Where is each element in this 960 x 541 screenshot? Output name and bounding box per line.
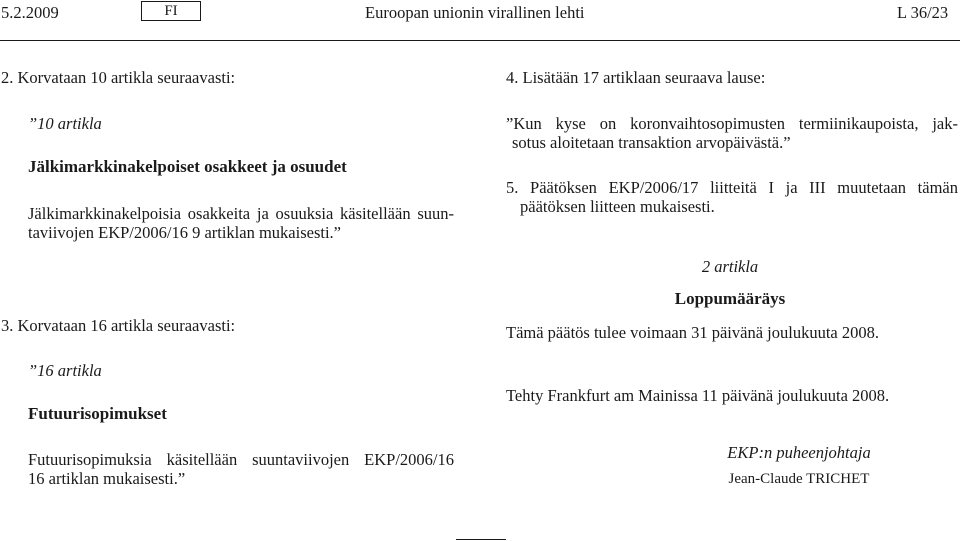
signatory-name: Jean-Claude TRICHET [728,471,870,487]
article-16-text-line1: Futuurisopimuksia käsitellään suuntaviivojen EKP/2006/16 [28,450,454,469]
article-2-title: Loppumääräys [674,289,786,308]
item-5-line1: 5. Päätöksen EKP/2006/17 liitteitä I ja III muutetaan tämän [506,178,958,197]
quote-line2: sotus aloitetaan transaktion arvopäivästä.” [512,133,791,152]
item-4-heading: 4. Lisätään 17 artiklaan seuraava lause: [506,68,766,87]
page-reference: L 36/23 [897,3,949,22]
article-16-label: ”16 artikla [28,361,102,380]
article-10-label: ”10 artikla [28,114,102,133]
language-code-box: FI [141,1,201,21]
footer-rule [456,539,506,540]
quote-line1: ”Kun kyse on koronvaihtosopimusten termiinikaupoista, jak- [506,114,958,133]
article-10-text-line1: Jälkimarkkinakelpoisia osakkeita ja osuuksia käsitellään suun- [28,204,454,223]
item-5-line2: päätöksen liitteen mukaisesti. [520,197,715,216]
header-date: 5.2.2009 [1,3,59,22]
article-16-title: Futuurisopimukset [28,404,167,423]
article-16-text-line2: 16 artiklan mukaisesti.” [28,469,186,488]
header-rule [0,40,960,41]
item-3-heading: 3. Korvataan 16 artikla seuraavasti: [1,316,236,335]
article-2-text: Tämä päätös tulee voimaan 31 päivänä joulukuuta 2008. [506,323,879,342]
article-2-label: 2 artikla [701,257,759,276]
done-at-line: Tehty Frankfurt am Mainissa 11 päivänä joulukuuta 2008. [506,386,890,405]
article-10-text-line2: taviivojen EKP/2006/16 9 artiklan mukaisesti.” [28,223,341,242]
journal-title: Euroopan unionin virallinen lehti [365,3,585,22]
article-10-title: Jälkimarkkinakelpoiset osakkeet ja osuudet [28,157,347,176]
signatory-role: EKP:n puheenjohtaja [727,443,871,462]
item-2-heading: 2. Korvataan 10 artikla seuraavasti: [1,68,236,87]
